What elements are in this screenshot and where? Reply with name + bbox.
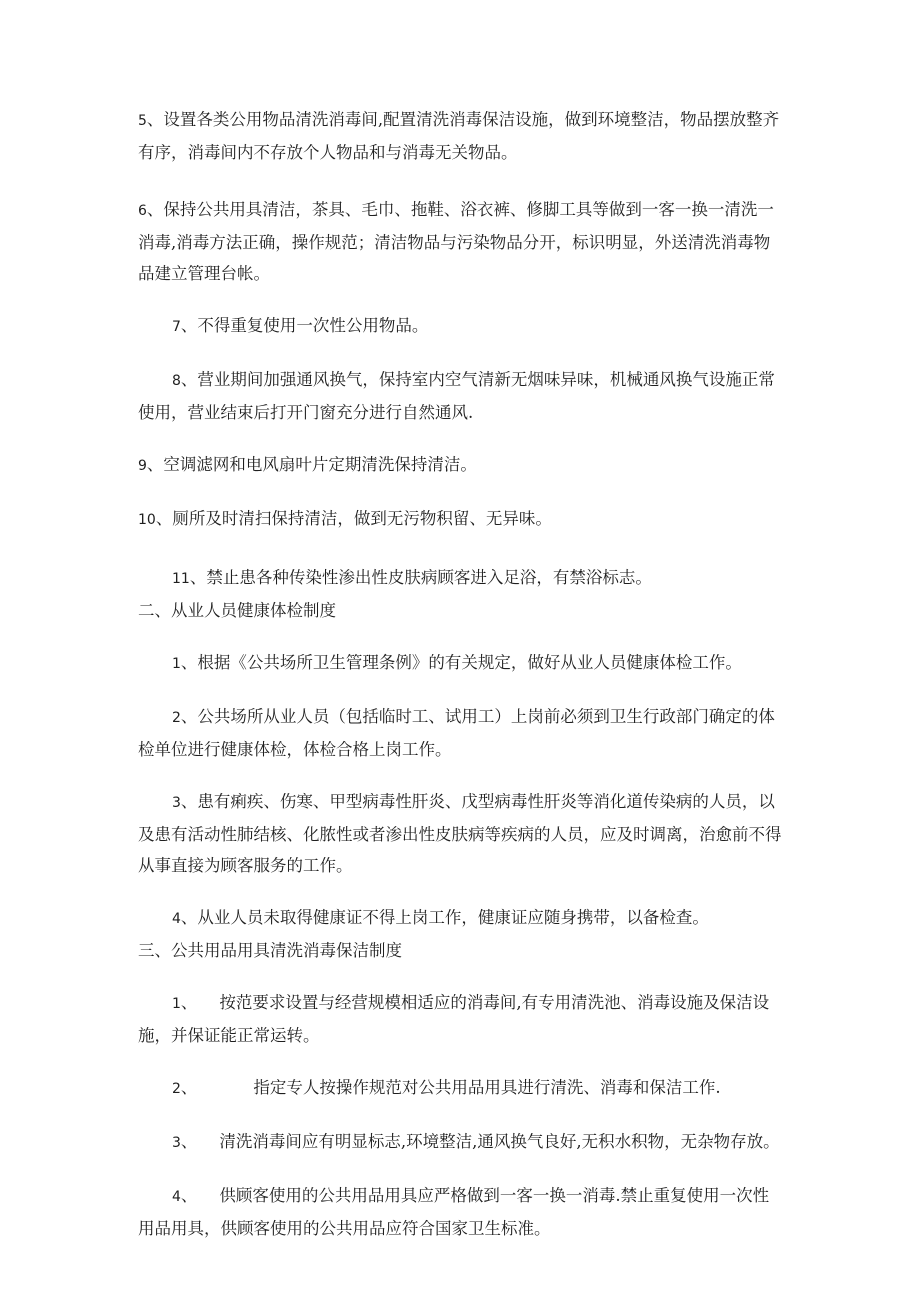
- item-separator: 、: [180, 1132, 198, 1151]
- paragraph-item-9: [138, 449, 783, 482]
- item-text: 不得重复使用一次性公用物品。: [197, 316, 429, 335]
- paragraph-s2-item-3: [138, 786, 783, 881]
- item-text: 从业人员未取得健康证不得上岗工作，健康证应随身携带，以备检查。: [197, 908, 709, 927]
- item-text: 根据《公共场所卫生管理条例》的有关规定，做好从业人员健康体检工作。: [197, 653, 742, 672]
- paragraph-s3-item-3: [138, 1126, 783, 1159]
- item-separator: 、: [146, 200, 164, 219]
- item-text: 保持公共用具清洁，茶具、毛巾、拖鞋、浴衣裤、修脚工具等做到一客一换一清洗一消毒,消毒方法正确，操作规范；清洁物品与污染物品分开，标识明显，外送清洗消毒物品建立管理台帐。: [138, 200, 774, 283]
- paragraph-item-5: [138, 104, 783, 168]
- item-text: 设置各类公用物品清洗消毒间,配置清洗消毒保洁设施，做到环境整洁，物品摆放整齐有序，消毒间内不存放个人物品和与消毒无关物品。: [138, 110, 780, 162]
- item-separator: 、: [180, 792, 198, 811]
- item-text: 公共场所从业人员（包括临时工、试用工）上岗前必须到卫生行政部门确定的体检单位进行健康体检，体检合格上岗工作。: [138, 707, 775, 759]
- item-separator: 、: [180, 1186, 198, 1205]
- item-text: 厕所及时清扫保持清洁，做到无污物积留、无异味。: [172, 509, 552, 528]
- item-separator: 、: [189, 568, 207, 587]
- item-number: 6: [138, 203, 147, 219]
- item-number: 4: [172, 911, 181, 927]
- item-separator: 、: [155, 509, 173, 528]
- item-separator: 、: [180, 707, 198, 726]
- paragraph-item-8: [138, 364, 783, 428]
- item-separator: 、: [180, 908, 198, 927]
- item-text: 患有痢疾、伤寒、甲型病毒性肝炎、戊型病毒性肝炎等消化道传染病的人员，以及患有活动性肺结核、化脓性或者渗出性皮肤病等疾病的人员，应及时调离，治愈前不得从事直接为顾客服务的工作。: [138, 792, 782, 875]
- item-separator: 、: [180, 653, 198, 672]
- paragraph-s3-item-2: [138, 1072, 783, 1105]
- section-heading-health-check: 二、从业人员健康体检制度: [138, 601, 336, 620]
- item-text: 营业期间加强通风换气，保持室内空气清新无烟味异味，机械通风换气设施正常使用，营业结束后打开门窗充分进行自然通风.: [138, 370, 775, 422]
- item-number: 4: [172, 1189, 181, 1205]
- item-number: 8: [172, 373, 181, 389]
- item-number: 7: [172, 319, 181, 335]
- item-number: 10: [138, 512, 156, 528]
- item-number: 1: [172, 656, 181, 672]
- paragraph-item-6: [138, 194, 783, 289]
- item-text: 清洗消毒间应有明显标志,环境整洁,通风换气良好,无积水积物，无杂物存放。: [219, 1132, 780, 1151]
- item-number: 2: [172, 1081, 181, 1097]
- paragraph-item-11: [138, 562, 783, 595]
- item-separator: 、: [146, 455, 164, 474]
- item-number: 9: [138, 458, 147, 474]
- item-separator: 、: [180, 370, 198, 389]
- item-separator: 、: [180, 316, 198, 335]
- item-number: 3: [172, 1135, 181, 1151]
- paragraph-item-10: [138, 503, 783, 536]
- paragraph-s2-item-4: [138, 902, 783, 935]
- paragraph-s3-item-1: [138, 987, 783, 1051]
- item-number: 1: [172, 996, 181, 1012]
- paragraph-item-7: [138, 310, 783, 343]
- item-number: 2: [172, 710, 181, 726]
- item-text: 空调滤网和电风扇叶片定期清洗保持清洁。: [163, 455, 477, 474]
- item-text: 供顾客使用的公共用品用具应严格做到一客一换一消毒.禁止重复使用一次性用品用具，供顾客使用的公共用品应符合国家卫生标准。: [138, 1186, 770, 1238]
- item-number: 3: [172, 795, 181, 811]
- paragraph-s2-item-1: [138, 647, 783, 680]
- item-text: 按范要求设置与经营规模相适应的消毒间,有专用清洗池、消毒设施及保洁设施，并保证能正常运转。: [138, 993, 770, 1045]
- item-separator: 、: [146, 110, 164, 129]
- item-separator: 、: [180, 993, 198, 1012]
- paragraph-s2-item-2: [138, 701, 783, 765]
- document-page: [138, 104, 783, 1244]
- item-number: 5: [138, 113, 147, 129]
- item-text: 指定专人按操作规范对公共用品用具进行清洗、消毒和保洁工作.: [253, 1078, 721, 1097]
- item-text: 禁止患各种传染性渗出性皮肤病顾客进入足浴，有禁浴标志。: [206, 568, 652, 587]
- section-heading-disinfection: 三、公共用品用具清洗消毒保洁制度: [138, 941, 402, 960]
- item-separator: 、: [180, 1078, 198, 1097]
- paragraph-s3-item-4: [138, 1180, 783, 1244]
- item-number: 11: [172, 571, 190, 587]
